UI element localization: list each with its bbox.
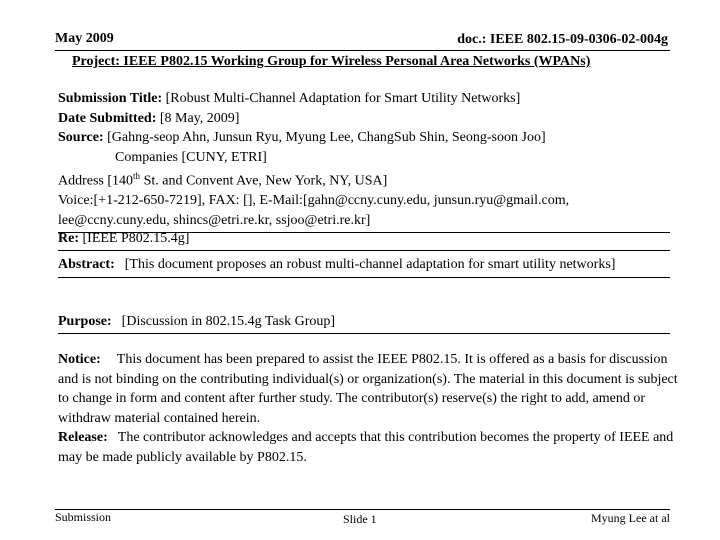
header-date: May 2009: [55, 31, 114, 46]
purpose-section: [58, 312, 670, 334]
source-label: Source:: [58, 130, 104, 145]
abstract-value: [This document proposes an robust multi-channel adaptation for smart utility networks]: [124, 257, 616, 272]
address-suffix: St. and Convent Ave, New York, NY, USA]: [140, 173, 388, 189]
release-label: Release:: [58, 430, 108, 445]
date-submitted-row: [58, 109, 670, 129]
re-section: [58, 229, 670, 251]
address-sup: th: [133, 171, 141, 181]
address-prefix: Address [140: [58, 173, 134, 189]
release-value: The contributor acknowledges and accepts that this contribution becomes the property of IEEE and may be made publicly available by P802.15.: [58, 430, 674, 465]
companies-row: Companies [CUNY, ETRI]: [115, 149, 267, 165]
header-divider: [55, 50, 670, 51]
notice-release-section: [58, 350, 688, 467]
source-value: [Gahng-seop Ahn, Junsun Ryu, Myung Lee, ChangSub Shin, Seong-soon Joo]: [107, 130, 546, 145]
re-label: Re:: [58, 231, 79, 246]
date-submitted-label: Date Submitted:: [58, 110, 157, 126]
voice-row: Voice:[+1-212-650-7219], FAX: [], E-Mail:[gahn@ccny.cuny.edu, junsun.ryu@gmail.com,: [58, 193, 570, 209]
footer-slide-number: Slide 1: [343, 512, 377, 526]
release-paragraph: [58, 428, 688, 467]
re-value: [IEEE P802.15.4g]: [82, 231, 190, 246]
email-row: lee@ccny.cuny.edu, shincs@etri.re.kr, ssjoo@etri.re.kr]: [58, 212, 371, 228]
footer-divider: [55, 509, 670, 510]
address-row: [58, 167, 670, 191]
notice-label: Notice:: [58, 352, 101, 367]
submission-title-row: [58, 89, 670, 109]
footer-submission: Submission: [55, 510, 112, 524]
abstract-section: [58, 255, 670, 278]
footer-author: Myung Lee at al: [591, 511, 670, 525]
notice-paragraph: [58, 350, 688, 428]
submission-title-label: Submission Title:: [58, 91, 163, 106]
abstract-label: Abstract:: [58, 257, 115, 272]
source-row: [58, 128, 670, 148]
submission-info: [58, 89, 670, 233]
project-title: Project: IEEE P802.15 Working Group for Wireless Personal Area Networks (WPANs): [72, 54, 591, 69]
submission-title-value: [Robust Multi-Channel Adaptation for Smart Utility Networks]: [165, 91, 521, 106]
purpose-value: [Discussion in 802.15.4g Task Group]: [121, 314, 336, 329]
notice-value: This document has been prepared to assist the IEEE P802.15. It is offered as a basis for discussion and is not binding on the contributing individual(s) or organization(s). The material in this document is subject to change in form and content after further study. The contributor(s) reserve(s) the right to add, amend or withdraw material contained herein.: [58, 352, 678, 426]
date-submitted-value: [8 May, 2009]: [159, 110, 240, 126]
header-doc-id: doc.: IEEE 802.15-09-0306-02-004g: [457, 32, 668, 47]
purpose-label: Purpose:: [58, 314, 112, 329]
